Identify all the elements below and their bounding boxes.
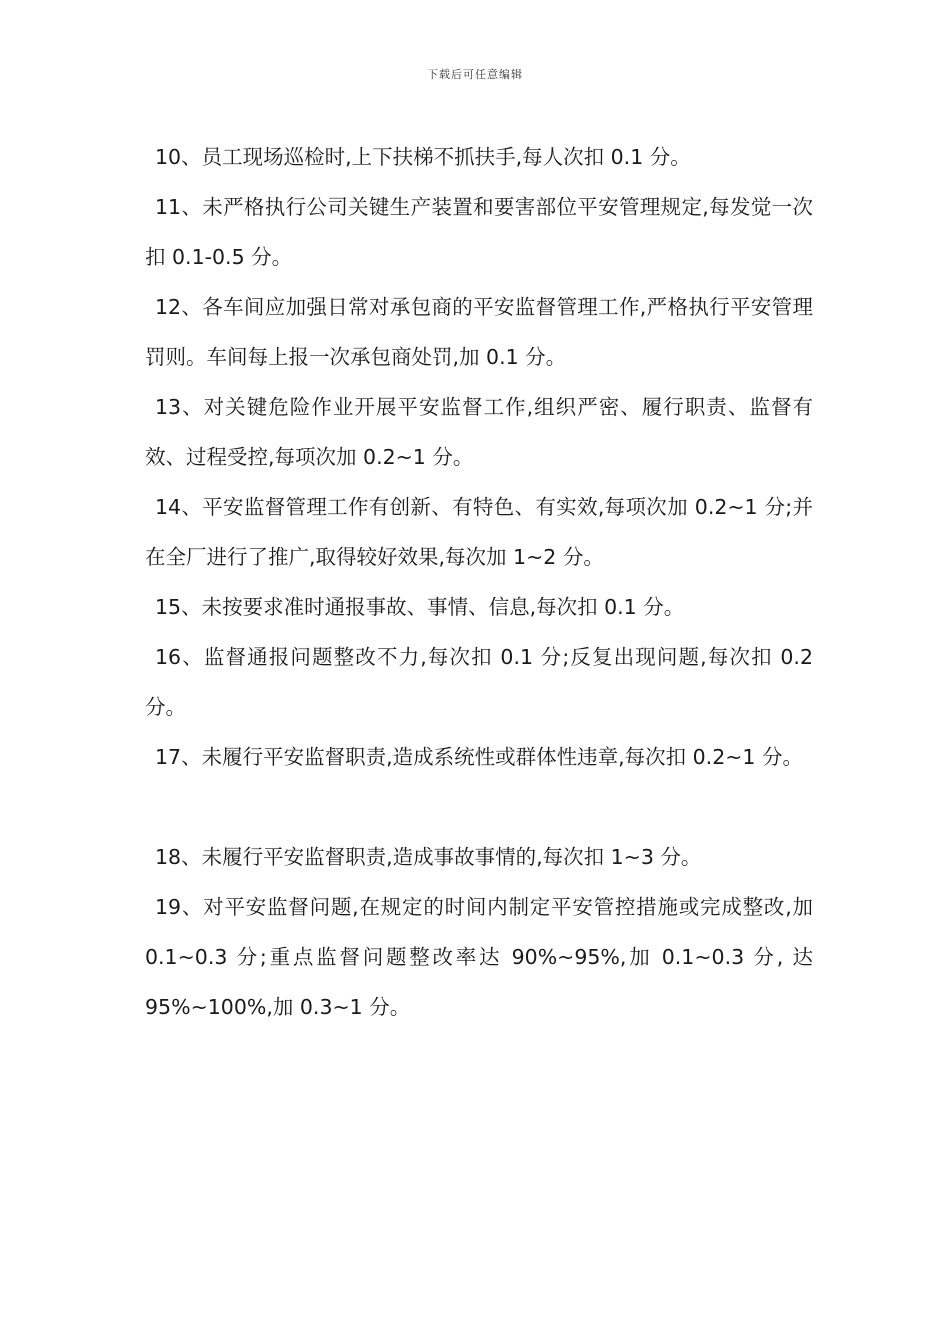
paragraph-16: 16、监督通报问题整改不力,每次扣 0.1 分;反复出现问题,每次扣 0.2 分。 (145, 645, 813, 719)
paragraph-15: 15、未按要求准时通报事故、事情、信息,每次扣 0.1 分。 (155, 595, 685, 619)
paragraph-18: 18、未履行平安监督职责,造成事故事情的,每次扣 1~3 分。 (155, 845, 702, 869)
paragraph-11: 11、未严格执行公司关键生产装置和要害部位平安管理规定,每发觉一次扣 0.1-0.5 分。 (145, 195, 813, 269)
page-header: 下载后可任意编辑 (427, 68, 523, 81)
paragraph-13: 13、对关键危险作业开展平安监督工作,组织严密、履行职责、监督有效、过程受控,每项次加 0.2~1 分。 (145, 395, 813, 469)
paragraph-10: 10、员工现场巡检时,上下扶梯不抓扶手,每人次扣 0.1 分。 (155, 145, 691, 169)
paragraph-gap (145, 782, 813, 832)
paragraph-14: 14、平安监督管理工作有创新、有特色、有实效,每项次加 0.2~1 分;并在全厂进行了推广,取得较好效果,每次加 1~2 分。 (145, 495, 813, 569)
document-body (145, 132, 813, 1032)
paragraph-17: 17、未履行平安监督职责,造成系统性或群体性违章,每次扣 0.2~1 分。 (155, 745, 803, 769)
paragraph-19: 19、对平安监督问题,在规定的时间内制定平安管控措施或完成整改,加 0.1~0.3 分;重点监督问题整改率达 90%~95%,加 0.1~0.3 分, 达 95%~100%,加 0.3~1 分。 (145, 895, 813, 1019)
paragraph-12: 12、各车间应加强日常对承包商的平安监督管理工作,严格执行平安管理罚则。车间每上报一次承包商处罚,加 0.1 分。 (145, 295, 813, 369)
